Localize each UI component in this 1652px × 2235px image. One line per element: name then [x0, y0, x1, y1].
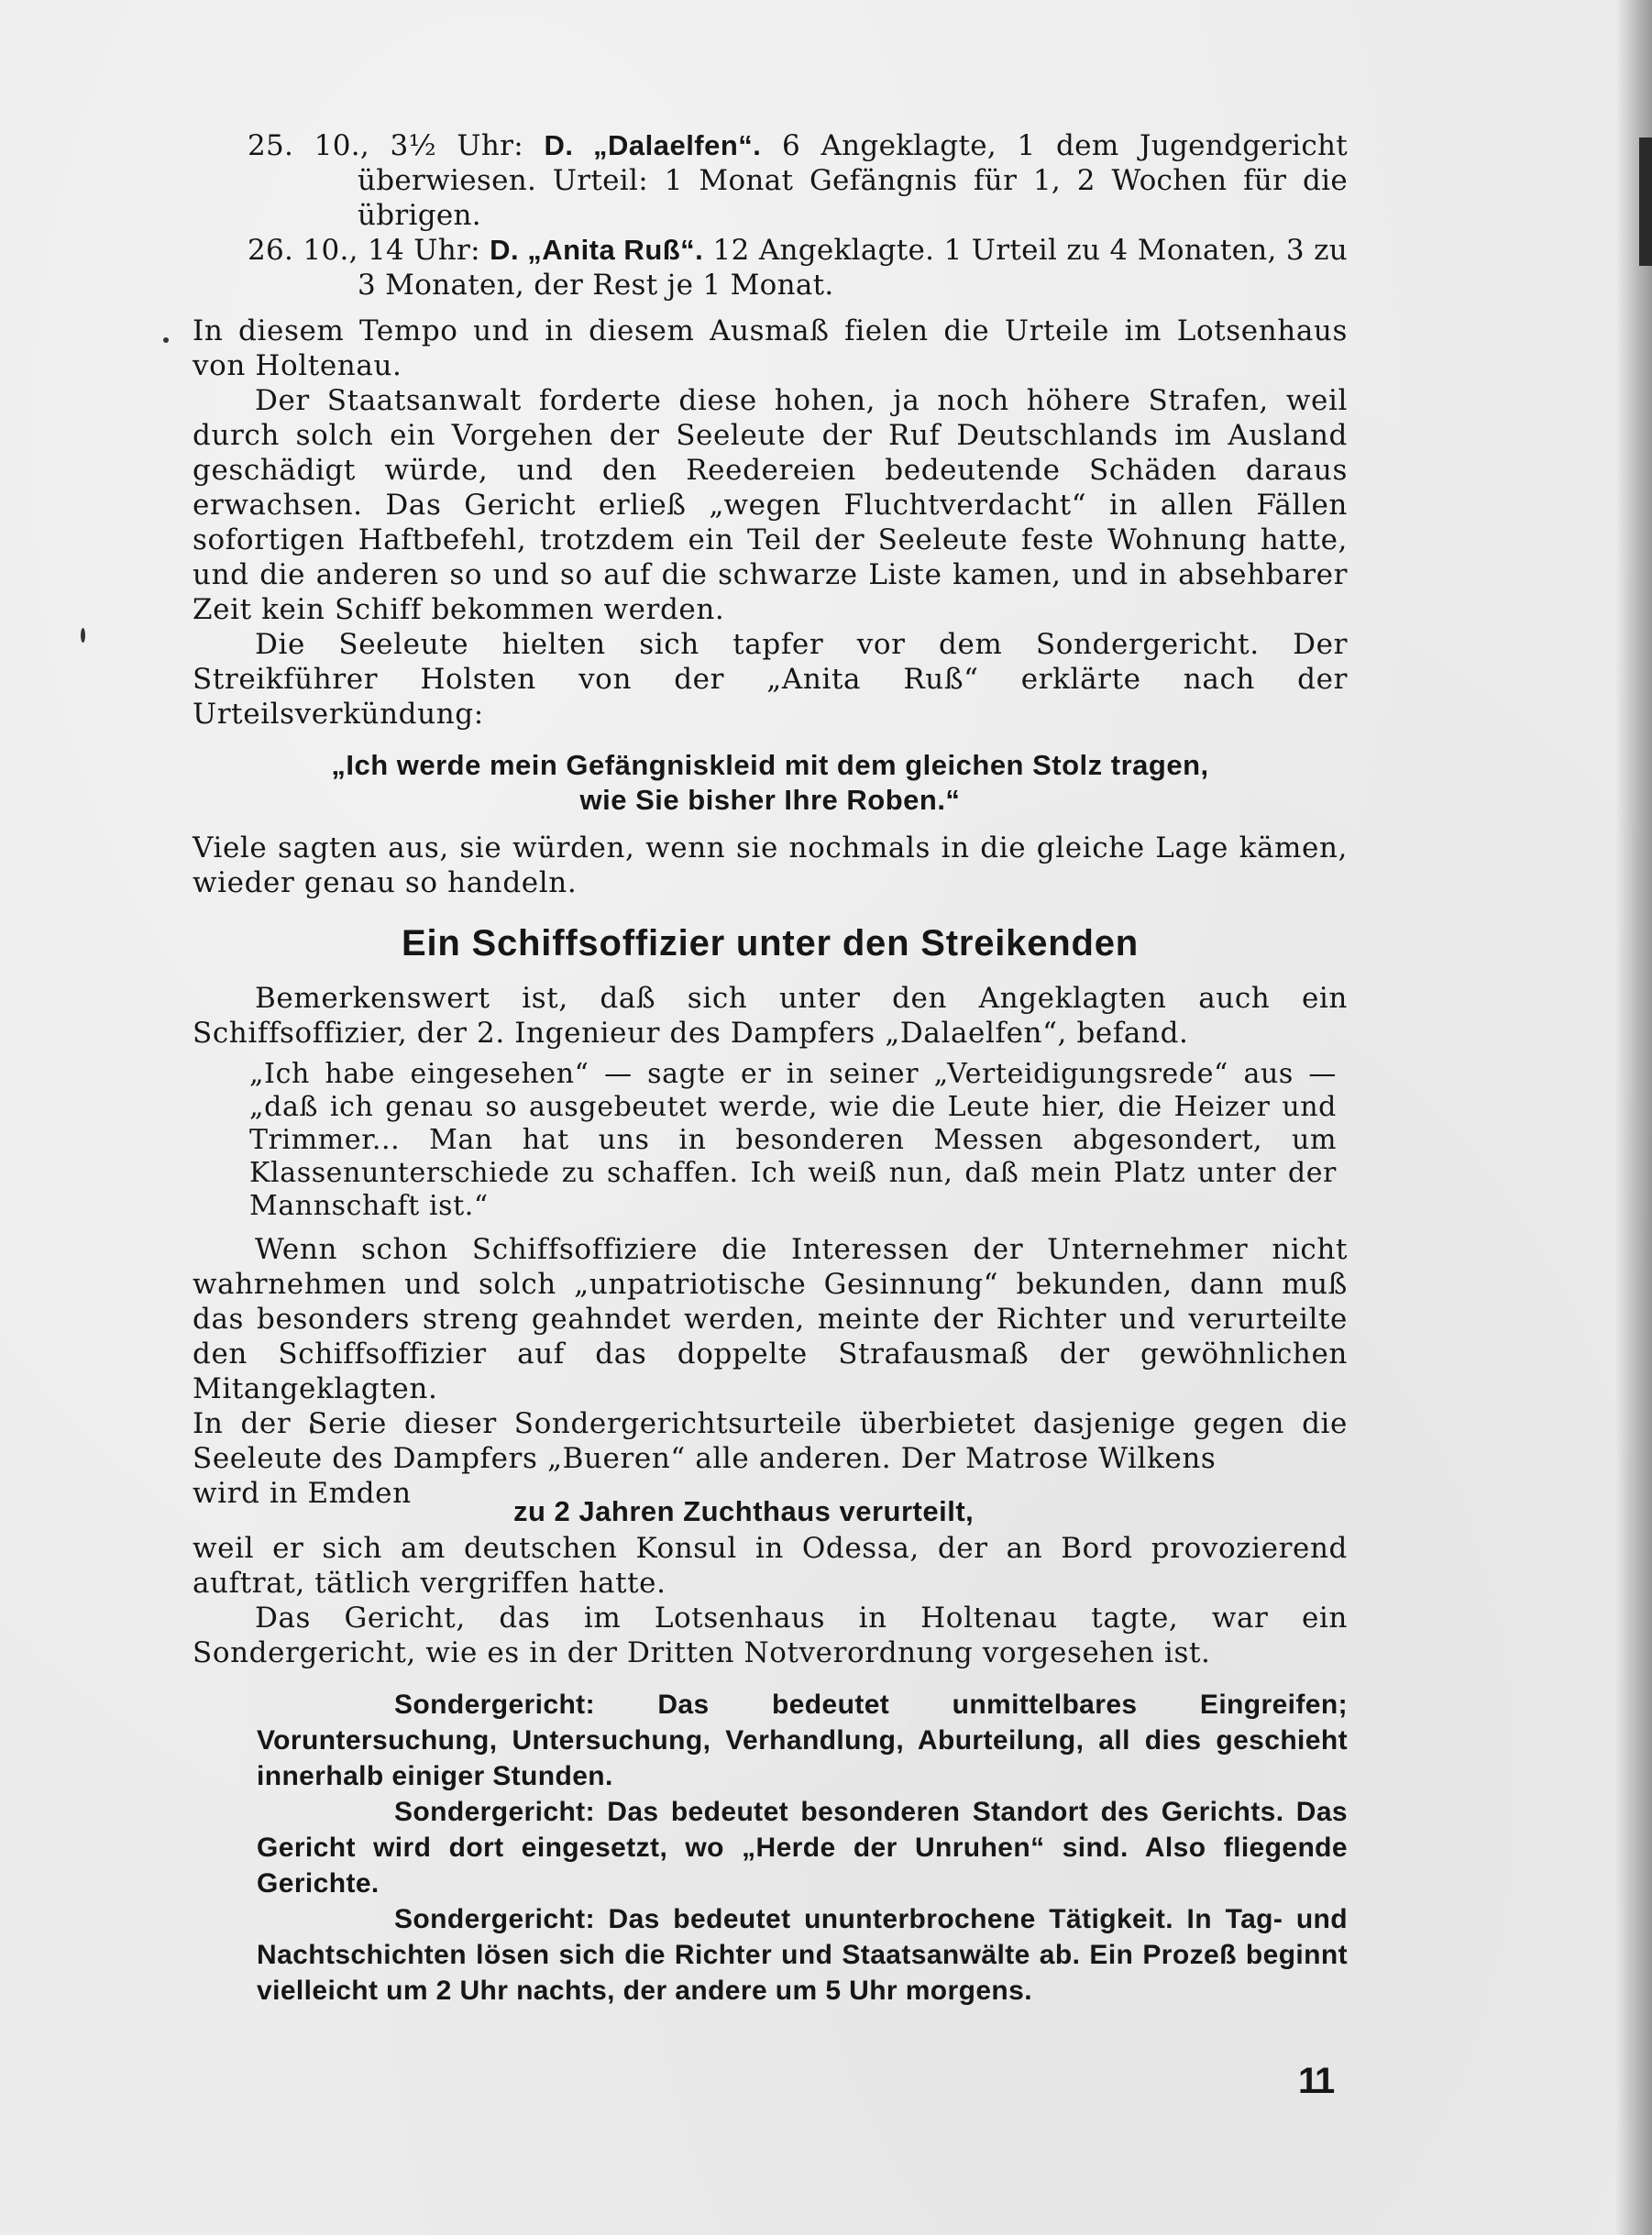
trial-entry-date: 26. 10., 14 Uhr: [248, 234, 480, 267]
paragraph-gericht: Das Gericht, das im Lotsenhaus in Holtenau tagte, war ein Sondergericht, wie es in der Dritten Notverordnung vorgesehen ist. [193, 1602, 1348, 1669]
verdict-line-start: wird in Emden [193, 1477, 412, 1510]
trial-entry-text: 12 Angeklagte. 1 Urteil zu 4 Monaten, 3 zu 3 Monaten, der Rest je 1 Monat. [358, 234, 1349, 302]
trial-entry-ship: D. „Dalaelfen“. [544, 129, 762, 161]
trial-entry-ship: D. „Anita Ruß“. [490, 234, 704, 266]
verdict-line [193, 1476, 1348, 1531]
paragraph-tempo: In diesem Tempo und in diesem Ausmaß fielen die Urteile im Lotsenhaus von Holtenau. [193, 314, 1348, 382]
ink-speck [163, 337, 169, 343]
engineer-quote: „Ich habe eingesehen“ — sagte er in seiner „Verteidigungsrede“ aus — „daß ich genau so ausgebeutet werde, wie die Leute hier, die Heizer und Trimmer... Man hat uns in besonderen Messen abgesondert, um Klassenunterschiede zu schaffen. Ich weiß nun, daß mein Platz unter der Mannschaft ist.“ [249, 1058, 1337, 1222]
trial-entry-2 [193, 233, 1348, 303]
holsten-quote [193, 748, 1348, 818]
holsten-quote-line-2: wie Sie bisher Ihre Roben.“ [579, 784, 961, 816]
paragraph-staatsanwalt: Der Staatsanwalt forderte diese hohen, ja noch höhere Strafen, weil durch solch ein Vorgehen der Seeleute der Ruf Deutschlands im Ausland geschädigt würde, und den Reedereien bedeutende Schäden daraus erwachsen. Das Gericht erließ „wegen Fluchtverdacht“ in allen Fällen sofortigen Haftbefehl, trotzdem ein Teil der Seeleute feste Wohnung hatte, und die anderen so und so auf die schwarze Liste kamen, und in absehbarer Zeit kein Schiff bekommen werden. [193, 384, 1348, 626]
paragraph-serie: In der Serie dieser Sondergerichtsurteile überbietet dasjenige gegen die Seeleute des Dampfers „Bueren“ alle anderen. Der Matrose Wilkens [193, 1407, 1348, 1475]
section-heading: Ein Schiffsoffizier unter den Streikenden [401, 923, 1140, 963]
paragraph-schiffsoffiziere: Wenn schon Schiffsoffiziere die Interessen der Unternehmer nicht wahrnehmen und solch „unpatriotische Gesinnung“ bekunden, dann muß das besonders streng geahndet werden, meinte der Richter und verurteilte den Schiffsoffizier auf das doppelte Strafausmaß der gewöhnlichen Mitangeklagten. [193, 1233, 1348, 1405]
text-content [193, 128, 1348, 2009]
page-number: 11 [1298, 2061, 1334, 2101]
paragraph-viele: Viele sagten aus, sie würden, wenn sie nochmals in die gleiche Lage kämen, wieder genau so handeln. [193, 831, 1348, 899]
page-edge-mark [1639, 138, 1652, 266]
paragraph-seeleute: Die Seeleute hielten sich tapfer vor dem Sondergericht. Der Streikführer Holsten von der „Anita Ruß“ erklärte nach der Urteilsverkündung: [193, 628, 1348, 731]
sondergericht-definition-2: Sondergericht: Das bedeutet besonderen Standort des Gerichts. Das Gericht wird dort eingesetzt, wo „Herde der Unruhen“ sind. Also fliegende Gerichte. [257, 1797, 1348, 1899]
paragraph-konsul: weil er sich am deutschen Konsul in Odessa, der an Bord provozierend auftrat, tätlich vergriffen hatte. [193, 1532, 1348, 1600]
sondergericht-definition-1: Sondergericht: Das bedeutet unmittelbares Eingreifen; Voruntersuchung, Untersuchung, Verhandlung, Aburteilung, all dies geschieht innerhalb einiger Stunden. [257, 1690, 1348, 1791]
paragraph-bemerkenswert: Bemerkenswert ist, daß sich unter den Angeklagten auch ein Schiffsoffizier, der 2. Ingenieur des Dampfers „Dalaelfen“, befand. [193, 982, 1348, 1050]
sondergericht-definition-3: Sondergericht: Das bedeutet ununterbrochene Tätigkeit. In Tag- und Nachtschichten lösen sich die Richter und Staatsanwälte ab. Ein Prozeß beginnt vielleicht um 2 Uhr nachts, der andere um 5 Uhr morgens. [257, 1904, 1348, 2006]
holsten-quote-line-1: „Ich werde mein Gefängniskleid mit dem gleichen Stolz tragen, [331, 749, 1209, 781]
page-edge-shadow [1615, 0, 1652, 2235]
trial-entry-text: 6 Angeklagte, 1 dem Jugendgericht überwiesen. Urteil: 1 Monat Gefängnis für 1, 2 Wochen für die übrigen. [358, 129, 1349, 232]
trial-entry-1 [193, 128, 1348, 233]
verdict-line-bold: zu 2 Jahren Zuchthaus verurteilt, [513, 1495, 975, 1527]
trial-entry-date: 25. 10., 3½ Uhr: [248, 129, 523, 162]
ink-speck [81, 628, 85, 643]
spacer [193, 303, 1348, 314]
